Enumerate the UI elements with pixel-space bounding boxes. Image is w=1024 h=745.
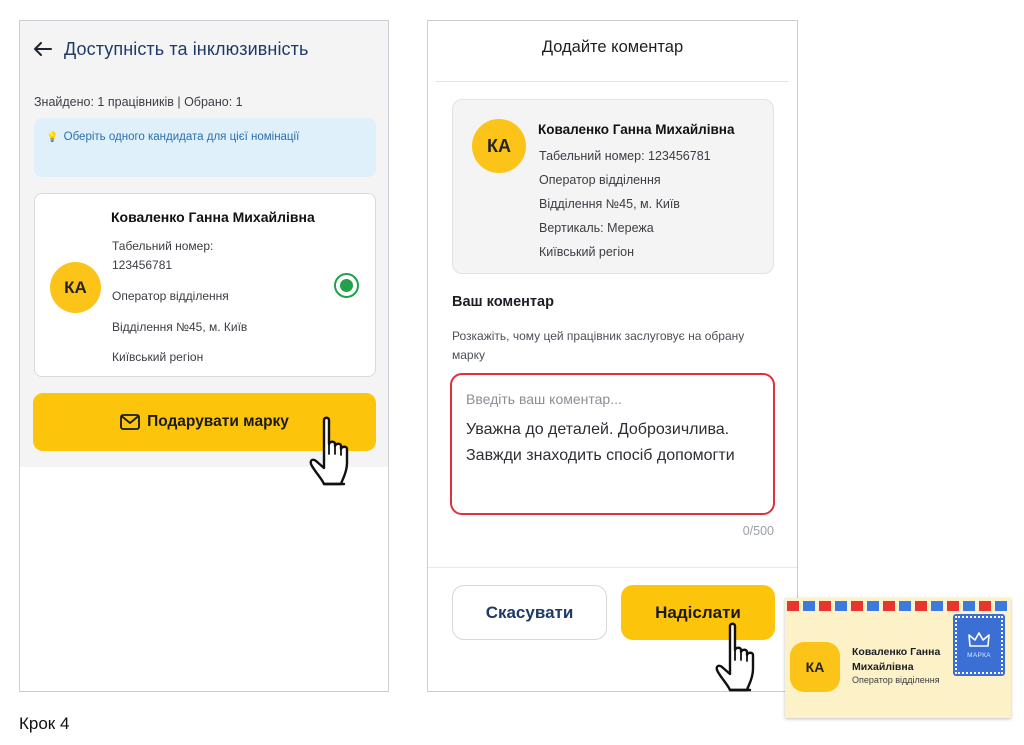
candidate-branch: Відділення №45, м. Київ [112, 320, 248, 334]
comment-value: Уважна до деталей. Доброзичлива. Завжди знаходить спосіб допомогти [466, 421, 735, 464]
border-square [899, 601, 911, 611]
candidate-vertical: Вертикаль: Мережа [539, 221, 654, 235]
comment-textarea[interactable] [450, 373, 775, 515]
border-square [963, 601, 975, 611]
candidate-position: Оператор відділення [112, 289, 229, 303]
back-arrow-icon[interactable] [34, 40, 52, 58]
send-button[interactable]: Надіслати [621, 585, 775, 640]
candidate-tab-number: 123456781 [112, 258, 173, 272]
avatar: КА [50, 262, 101, 313]
border-square [835, 601, 847, 611]
candidate-tab-number: Табельний номер: 123456781 [539, 149, 711, 163]
border-square [947, 601, 959, 611]
footer-divider [428, 567, 797, 568]
stamp-recipient-name: Коваленко Ганна Михайлівна [852, 646, 941, 673]
comment-placeholder: Введіть ваш коментар... [466, 391, 622, 407]
mini-postage-stamp [953, 614, 1005, 676]
border-square [803, 601, 815, 611]
found-count-text: Знайдено: 1 працівників | Обрано: 1 [34, 95, 243, 109]
stamp-preview [785, 598, 1011, 718]
candidate-region: Київський регіон [539, 245, 635, 259]
border-square [883, 601, 895, 611]
lightbulb-icon: 💡 [46, 132, 59, 143]
border-square [851, 601, 863, 611]
character-counter: 0/500 [742, 524, 774, 538]
candidate-name: Коваленко Ганна Михайлівна [111, 209, 315, 225]
page-title: Додайте коментар [541, 38, 684, 56]
screen1-header [34, 35, 308, 63]
step-caption: Крок 4 [19, 714, 70, 733]
border-square [931, 601, 943, 611]
candidate-branch: Відділення №45, м. Київ [539, 197, 680, 211]
header-divider [436, 81, 788, 82]
border-square [979, 601, 991, 611]
hint-text: Оберіть одного кандидата для цієї номінації [63, 131, 300, 143]
screen-add-comment [427, 20, 798, 692]
hand-pointer-icon [306, 414, 366, 490]
page-title: Доступність та інклюзивність [64, 38, 309, 59]
hand-pointer-icon [712, 620, 772, 696]
crown-icon [968, 632, 990, 648]
border-square [819, 601, 831, 611]
cancel-button[interactable]: Скасувати [452, 585, 607, 640]
hint-banner [34, 118, 376, 177]
comment-help-text: Розкажіть, чому цей працівник заслуговує на обрану марку [452, 329, 745, 362]
border-square [867, 601, 879, 611]
mini-stamp-label: МАРКА [967, 651, 991, 659]
radio-dot [340, 279, 353, 292]
stamp-airmail-border [785, 601, 1011, 611]
candidate-radio-selected[interactable] [334, 273, 359, 298]
avatar: КА [790, 642, 840, 692]
gift-stamp-button-label: Подарувати марку [147, 413, 289, 430]
border-square [915, 601, 927, 611]
border-square [995, 601, 1007, 611]
screen1-content-area [20, 21, 388, 467]
border-square [787, 601, 799, 611]
envelope-icon [120, 414, 140, 430]
candidate-summary-card [452, 99, 774, 274]
candidate-card[interactable] [34, 193, 376, 377]
candidate-tab-label: Табельний номер: [112, 239, 214, 253]
stamp-recipient-role: Оператор відділення [852, 675, 940, 685]
candidate-region: Київський регіон [112, 350, 204, 364]
avatar: КА [472, 119, 526, 173]
screen-select-candidate [19, 20, 389, 692]
candidate-position: Оператор відділення [539, 173, 661, 187]
comment-label: Ваш коментар [452, 294, 554, 310]
candidate-name: Коваленко Ганна Михайлівна [538, 122, 735, 137]
